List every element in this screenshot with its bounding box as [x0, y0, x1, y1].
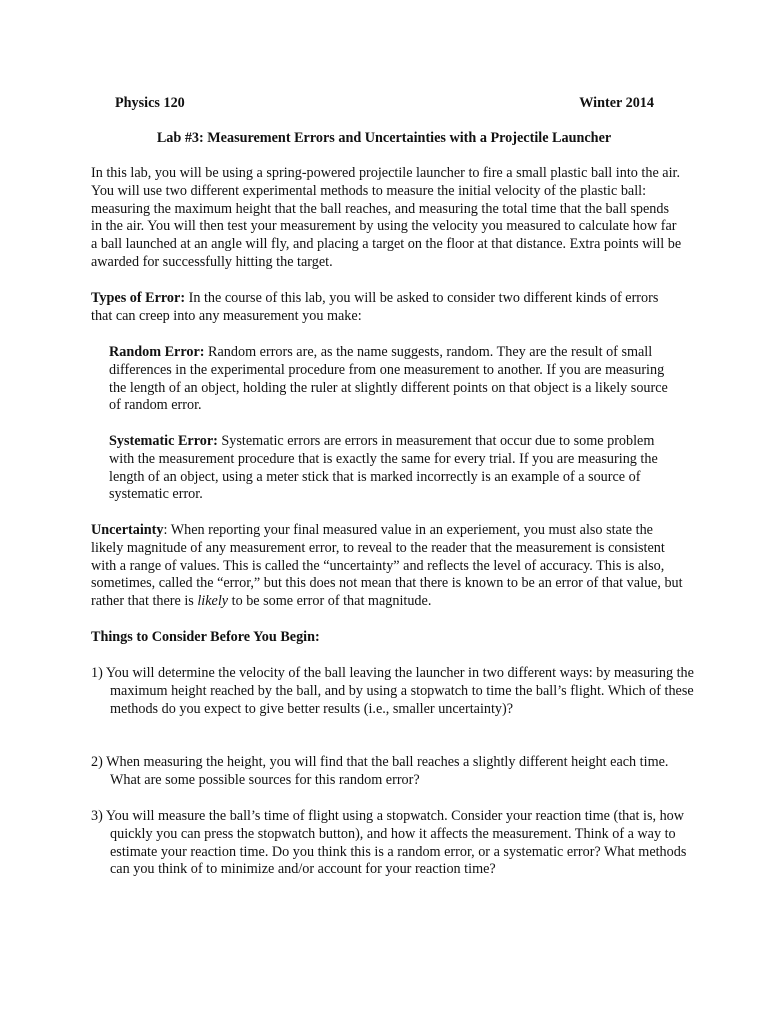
random-error-text: Random errors are, as the name suggests, random. They are the result of small differences in the experimental procedure from one measurement to another. If you are measuring the length of an object, holding the ruler at slightly different points on that object is a likely source of random error.	[109, 344, 668, 414]
term: Winter 2014	[579, 95, 654, 111]
types-of-error-paragraph	[91, 290, 683, 326]
uncertainty-heading: Uncertainty	[91, 522, 164, 538]
consider-item-2: 2) When measuring the height, you will find that the ball reaches a slightly different height each time. What are some possible sources for this random error?	[91, 754, 669, 788]
types-of-error-text: In the course of this lab, you will be asked to consider two different kinds of errors that can creep into any measurement you make:	[91, 290, 659, 324]
course-name: Physics 120	[115, 95, 185, 111]
systematic-error-heading: Systematic Error:	[109, 433, 218, 449]
random-error-heading: Random Error:	[109, 344, 205, 360]
uncertainty-emphasis: likely	[197, 593, 229, 610]
intro-paragraph: In this lab, you will be using a spring-powered projectile launcher to fire a small plastic ball into the air. You will use two different experimental methods to measure the initial velocity of the plastic ball: measuring the maximum height that the ball reaches, and measuring the total time that the ball spends in the air. You will then test your measurement by using the velocity you measured to calculate how far a ball launched at an angle will fly, and placing a target on the floor at that distance. Extra points will be awarded for successfully hitting the target.	[91, 165, 682, 270]
types-of-error-heading: Types of Error:	[91, 290, 186, 306]
consider-item-3: 3) You will measure the ball’s time of flight using a stopwatch. Consider your reaction time (that is, how quickly you can press the stopwatch button), and how it affects the measurement. Think of a way to estimate your reaction time. Do you think this is a random error, or a systematic error? What methods can you think of to minimize and/or account for your reaction time?	[91, 808, 687, 878]
consider-item-1: 1) You will determine the velocity of the ball leaving the launcher in two different ways: by measuring the maximum height reached by the ball, and by using a stopwatch to time the ball’s flight. Which of these methods do you expect to give better results (i.e., smaller uncertainty)?	[91, 665, 694, 717]
uncertainty-text-before: : When reporting your final measured value in an experiement, you must also state the likely magnitude of any measurement error, to reveal to the reader that the measurement is consistent with a range of values. This is called the “uncertainty” and reflects the level of accuracy. This is also, sometimes, called the “error,” but this does not mean that there is known to be an error of that value, but rather that there is	[91, 522, 683, 610]
consider-heading: Things to Consider Before You Begin:	[91, 629, 320, 645]
uncertainty-paragraph	[91, 522, 683, 611]
random-error-paragraph	[109, 344, 683, 415]
lab-title: Lab #3: Measurement Errors and Uncertainties with a Projectile Launcher	[156, 130, 612, 146]
systematic-error-text: Systematic errors are errors in measurement that occur due to some problem with the measurement procedure that is exactly the same for every trial. If you are measuring the length of an object, using a meter stick that is marked incorrectly is an example of a source of systematic error.	[109, 433, 658, 503]
uncertainty-text-after: to be some error of that magnitude.	[228, 593, 432, 610]
systematic-error-paragraph	[109, 433, 683, 504]
